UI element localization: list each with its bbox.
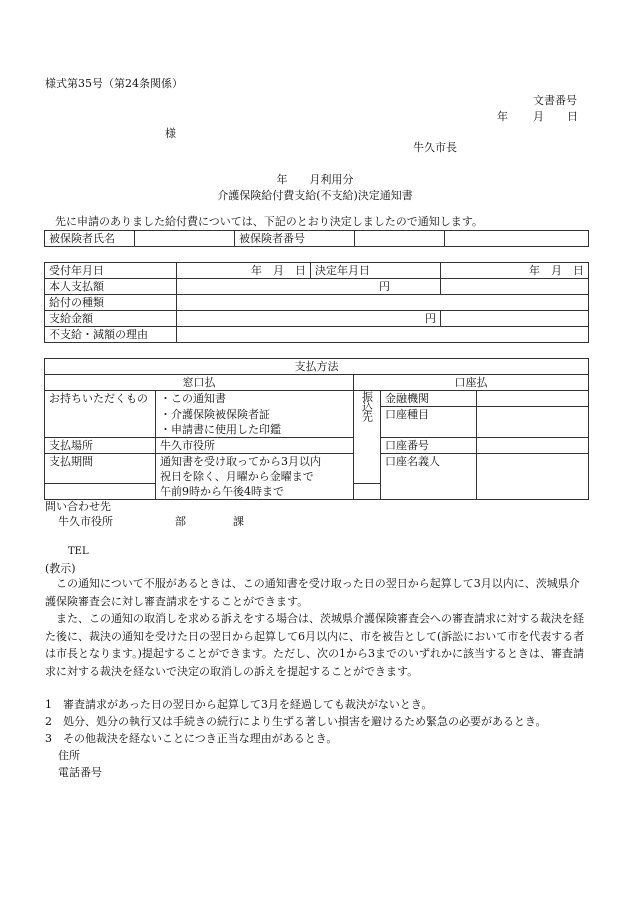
receipt-date-value: 年 月 日	[177, 263, 311, 279]
payment-period-line-3: 午前9時から午後4時まで	[156, 484, 354, 500]
bank-value[interactable]	[477, 391, 589, 407]
document-number-label: 文書番号	[533, 94, 577, 107]
date-day: 日	[567, 110, 578, 123]
bank-label: 金融機関	[381, 391, 477, 407]
contact-label: 問い合わせ先	[45, 500, 111, 513]
account-holder-value[interactable]	[477, 453, 589, 500]
account-number-value[interactable]	[477, 437, 589, 453]
bring-items-label: お持ちいただくもの	[45, 391, 156, 438]
account-payment-header: 口座払	[354, 375, 589, 391]
address-label: 住所	[58, 749, 80, 762]
form-number: 様式第35号（第24条関係）	[45, 77, 183, 90]
payment-period-line-2: 祝日を除く、月曜から金曜まで	[156, 469, 354, 484]
payment-place-label: 支払場所	[45, 437, 156, 453]
contact-office: 牛久市役所	[58, 515, 113, 528]
document-title: 介護保険給付費支給(不支給)決定通知書	[217, 189, 413, 202]
decision-table	[44, 262, 589, 343]
contact-department: 部	[175, 515, 186, 528]
benefit-type-value[interactable]	[177, 295, 589, 311]
payment-method-title: 支払方法	[45, 359, 589, 375]
payment-amount-value: 円	[177, 311, 441, 327]
account-type-value[interactable]	[477, 407, 589, 438]
date-month: 月	[533, 110, 544, 123]
issuer: 牛久市長	[413, 141, 457, 154]
account-number-label: 口座番号	[381, 437, 477, 453]
notice-paragraph-2: また、この通知の取消しを求める訴えをする場合は、茨城県介護保険審査会への審査請求に対する裁決を経た後に、裁決の通知を受けた日の翌日から起算して6月以内に、市を被告として(訴訟において市を代表する者は市長となります。)提起することができます。ただし、次の1から3までのいずれかに該当するときは、審査請求に対する裁決を経ないで決定の取消しの訴えを提起することができます。	[45, 612, 585, 678]
decision-date-label: 決定年月日	[311, 263, 441, 279]
notice-item-3: 3 その他裁決を経ないことにつき正当な理由があるとき。	[45, 732, 338, 745]
benefit-type-label: 給付の種類	[45, 295, 177, 311]
window-payment-header: 窓口払	[45, 375, 354, 391]
bring-item-1: ・この通知書	[156, 391, 354, 407]
decision-date-value: 年 月 日	[441, 263, 589, 279]
payment-method-table	[44, 358, 589, 500]
contact-section: 課	[233, 515, 244, 528]
account-type-label: 口座種目	[381, 407, 477, 438]
notice-item-1: 1 審査請求があった日の翌日から起算して3月を経過しても裁決がないとき。	[45, 698, 433, 711]
self-pay-label: 本人支払額	[45, 279, 177, 295]
notice-paragraph-1: この通知について不服があるときは、この通知書を受け取った日の翌日から起算して3月以内に、茨城県介護保険審査会に対し審査請求をすることができます。	[45, 577, 580, 608]
account-holder-label: 口座名義人	[381, 453, 477, 500]
payment-amount-label: 支給金額	[45, 311, 177, 327]
bring-item-3: ・申請書に使用した印鑑	[156, 422, 354, 438]
payment-period-label: 支払期間	[45, 453, 156, 484]
reason-value[interactable]	[177, 327, 589, 343]
addressee-suffix: 様	[165, 127, 176, 140]
phone-label: 電話番号	[58, 766, 102, 779]
notice-item-2: 2 処分、処分の執行又は手続きの続行により生ずる著しい損害を避けるため緊急の必要があるとき。	[45, 715, 547, 728]
contact-tel: TEL	[68, 546, 89, 557]
payment-place-value: 牛久市役所	[156, 437, 354, 453]
payment-period-line-1: 通知書を受け取ってから3月以内	[156, 453, 354, 469]
insured-number-value-2[interactable]	[445, 231, 589, 247]
bring-item-2: ・介護保険被保険者証	[156, 407, 354, 422]
transfer-to-label: 振込先	[354, 391, 381, 484]
reason-label: 不支給・減額の理由	[45, 327, 177, 343]
insured-name-value[interactable]	[135, 231, 235, 247]
self-pay-value: 円	[177, 279, 441, 295]
intro-text: 先に申請のありました給付費については、下記のとおり決定しましたので通知します。	[55, 215, 483, 228]
insured-table	[44, 230, 589, 247]
insured-name-label: 被保険者氏名	[45, 231, 135, 247]
insured-number-value-1[interactable]	[355, 231, 445, 247]
usage-period: 年 月利用分	[276, 173, 354, 186]
receipt-date-label: 受付年月日	[45, 263, 177, 279]
insured-number-label: 被保険者番号	[235, 231, 355, 247]
notice-heading: (教示)	[45, 562, 76, 575]
date-year: 年	[497, 110, 508, 123]
